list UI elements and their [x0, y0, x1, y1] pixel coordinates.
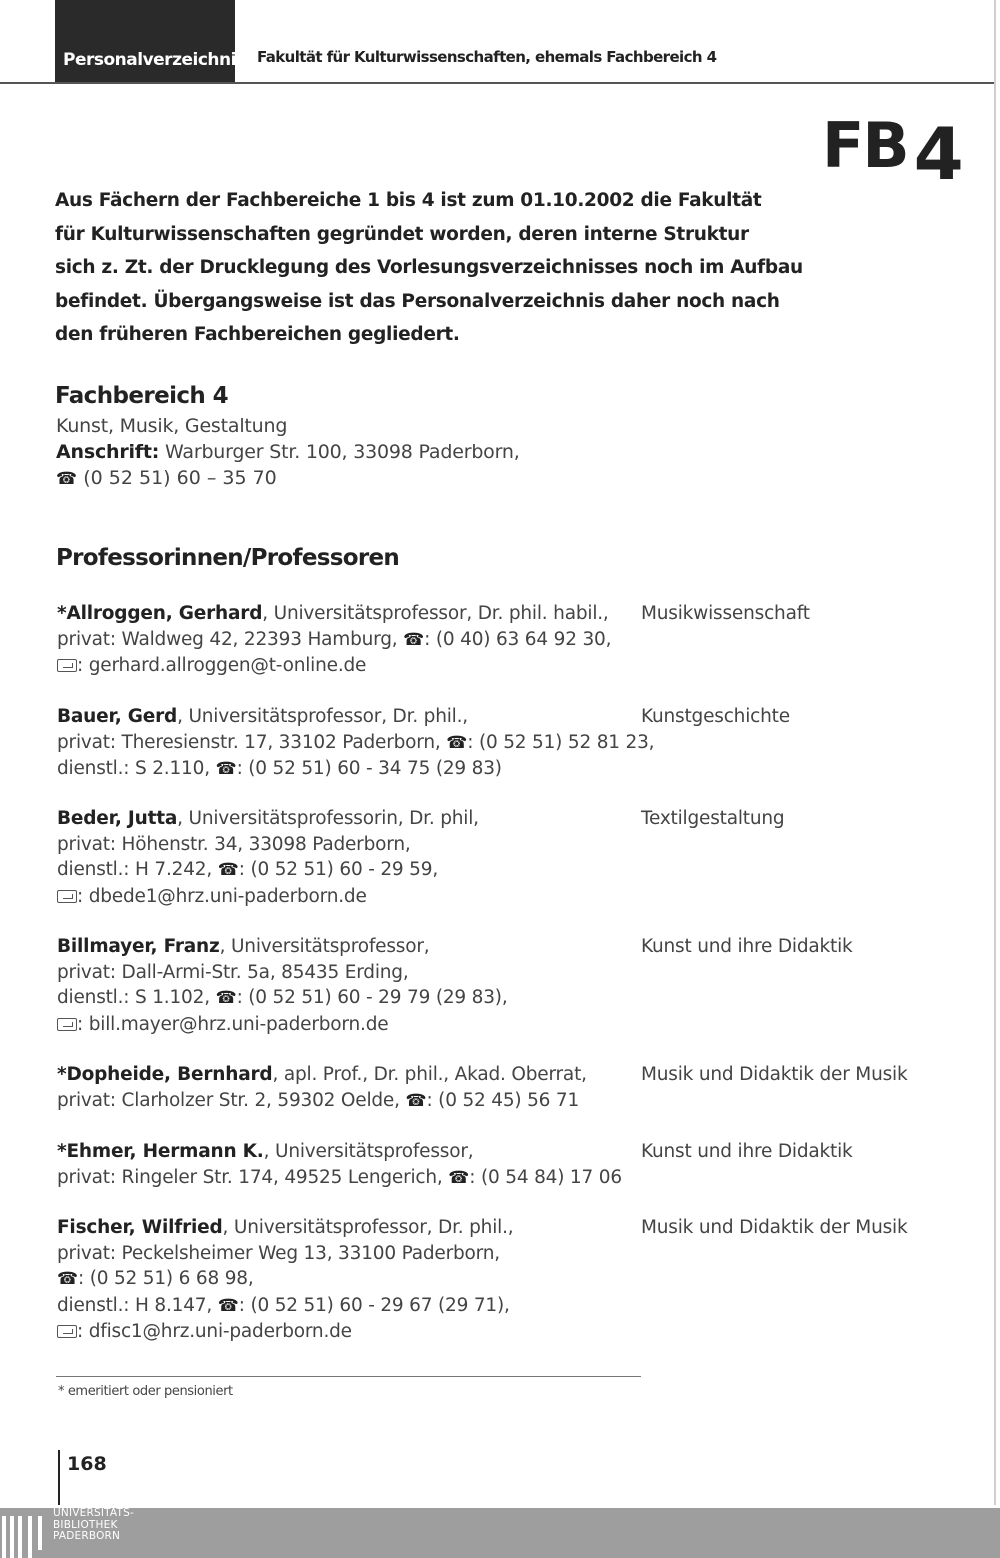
- intro-line: für Kulturwissenschaften gegründet worden, deren interne Struktur: [55, 223, 749, 245]
- entry-email-link[interactable]: : gerhard.allroggen@t-online.de: [77, 655, 367, 677]
- header-section-tab: [55, 0, 246, 83]
- header-divider: [0, 82, 995, 84]
- telephone-icon: ☎: [217, 1295, 239, 1316]
- telephone-icon: ☎: [217, 860, 239, 881]
- entry-email-link[interactable]: : dfisc1@hrz.uni-paderborn.de: [77, 1321, 352, 1343]
- directory-entry: [57, 1215, 987, 1345]
- entry-office-phone: : (0 52 51) 60 - 29 67 (29 71),: [238, 1294, 510, 1316]
- entry-private-phone: : (0 52 45) 56 71: [426, 1089, 580, 1111]
- footnote: * emeritiert oder pensioniert: [58, 1384, 233, 1399]
- fachbereich-heading: Fachbereich 4: [55, 383, 228, 409]
- intro-line: Aus Fächern der Fachbereiche 1 bis 4 ist zum 01.10.2002 die Fakultät: [55, 190, 762, 211]
- entry-subject: Kunstgeschichte: [641, 706, 790, 727]
- entry-office: dienstl.: H 8.147,: [57, 1294, 213, 1316]
- entry-subject: Kunst und ihre Didaktik: [641, 936, 853, 957]
- page-number-rule: [58, 1450, 60, 1505]
- telephone-icon: ☎: [448, 1167, 470, 1188]
- email-icon: [57, 890, 77, 903]
- header-title: Fakultät für Kulturwissenschaften, ehemals Fachbereich 4: [257, 48, 717, 66]
- entry-office: dienstl.: S 1.102,: [57, 987, 210, 1009]
- entry-title: , Universitätsprofessor, Dr. phil. habil.,: [262, 603, 609, 624]
- header-tab-label: Personalverzeichnis: [63, 50, 246, 70]
- email-icon: [57, 1325, 77, 1338]
- email-icon: [57, 659, 77, 672]
- entry-office: dienstl.: S 2.110,: [57, 758, 210, 780]
- fb-marker-letters: FB: [822, 109, 908, 182]
- telephone-icon: ☎: [403, 629, 425, 650]
- entry-private-address: privat: Theresienstr. 17, 33102 Paderborn,: [57, 731, 441, 753]
- directory-entry: [57, 806, 987, 909]
- entry-title: , Universitätsprofessor, Dr. phil.,: [177, 706, 468, 727]
- email-icon: [57, 1018, 77, 1031]
- entry-subject: Kunst und ihre Didaktik: [641, 1141, 853, 1162]
- entry-name: Billmayer, Franz: [57, 936, 220, 957]
- address-value: Warburger Str. 100, 33098 Paderborn,: [165, 441, 520, 463]
- intro-line: sich z. Zt. der Drucklegung des Vorlesungsverzeichnisses noch im Aufbau: [55, 257, 803, 279]
- entry-office-phone: : (0 52 51) 60 - 29 79 (29 83),: [236, 987, 508, 1009]
- intro-line: den früheren Fachbereichen gegliedert.: [55, 324, 460, 346]
- entry-title: , Universitätsprofessor,: [219, 936, 430, 957]
- fachbereich-address: [56, 441, 520, 463]
- entry-office-phone: : (0 52 51) 60 - 29 59,: [238, 859, 438, 881]
- entry-office: dienstl.: H 7.242,: [57, 859, 213, 881]
- entry-subject: Textilgestaltung: [641, 808, 785, 829]
- fb-marker: [822, 100, 962, 196]
- library-name-line: BIBLIOTHEK: [53, 1518, 118, 1531]
- section-heading: Professorinnen/Professoren: [56, 545, 400, 571]
- telephone-icon: ☎: [57, 1269, 78, 1290]
- phone-value: (0 52 51) 60 – 35 70: [83, 467, 277, 489]
- entry-subject: Musik und Didaktik der Musik: [641, 1217, 908, 1238]
- entry-title: , apl. Prof., Dr. phil., Akad. Oberrat,: [272, 1064, 587, 1085]
- telephone-icon: ☎: [405, 1090, 427, 1111]
- fachbereich-phone: [56, 467, 277, 489]
- entry-private-phone: : (0 52 51) 52 81 23,: [467, 731, 655, 753]
- entry-private-phone: : (0 54 84) 17 06: [469, 1166, 622, 1188]
- entry-name: *Allroggen, Gerhard: [57, 603, 263, 624]
- intro-line: befindet. Übergangsweise ist das Personalverzeichnis daher noch nach: [55, 290, 780, 312]
- entry-email-link[interactable]: : dbede1@hrz.uni-paderborn.de: [77, 885, 367, 907]
- entry-name: Bauer, Gerd: [57, 706, 178, 727]
- telephone-icon: ☎: [215, 988, 237, 1009]
- entry-private-address: privat: Waldweg 42, 22393 Hamburg,: [57, 628, 398, 650]
- library-name-line: UNIVERSITÄTS-: [53, 1507, 134, 1519]
- entry-private-address: privat: Peckelsheimer Weg 13, 33100 Paderborn,: [57, 1242, 500, 1264]
- entry-private-address: privat: Höhenstr. 34, 33098 Paderborn,: [57, 833, 411, 855]
- entry-email-link[interactable]: : bill.mayer@hrz.uni-paderborn.de: [77, 1013, 389, 1035]
- library-name-line: PADERBORN: [53, 1530, 121, 1542]
- entry-name: *Ehmer, Hermann K.: [57, 1141, 264, 1162]
- library-logo-icon: [2, 1508, 48, 1558]
- entry-private-address: privat: Clarholzer Str. 2, 59302 Oelde,: [57, 1089, 400, 1111]
- entry-subject: Musikwissenschaft: [641, 603, 810, 624]
- entry-private-phone: : (0 52 51) 6 68 98,: [77, 1268, 254, 1290]
- directory-entry: [57, 934, 987, 1037]
- footnote-divider: [56, 1376, 641, 1377]
- telephone-icon: ☎: [446, 732, 468, 753]
- intro-paragraph: [55, 184, 803, 352]
- entry-private-address: privat: Ringeler Str. 174, 49525 Lengerich,: [57, 1166, 443, 1188]
- entry-name: Beder, Jutta: [57, 808, 178, 829]
- directory-entry: [57, 1139, 987, 1191]
- entry-title: , Universitätsprofessor,: [263, 1141, 474, 1162]
- page-number: 168: [67, 1453, 107, 1475]
- directory-entry: [57, 1062, 987, 1114]
- telephone-icon: ☎: [56, 469, 78, 489]
- library-name: [53, 1508, 134, 1543]
- entry-title: , Universitätsprofessor, Dr. phil.,: [222, 1217, 514, 1238]
- directory-entry: [57, 704, 987, 783]
- fb-marker-number: 4: [913, 112, 962, 196]
- address-label: Anschrift:: [56, 441, 160, 463]
- entry-office-phone: : (0 52 51) 60 - 34 75 (29 83): [236, 758, 502, 780]
- directory-entry: [57, 601, 987, 679]
- entry-name: Fischer, Wilfried: [57, 1217, 223, 1238]
- telephone-icon: ☎: [215, 759, 237, 780]
- library-footer-strip: [0, 1508, 1000, 1558]
- entry-subject: Musik und Didaktik der Musik: [641, 1064, 908, 1085]
- entry-private-address: privat: Dall-Armi-Str. 5a, 85435 Erding,: [57, 961, 409, 983]
- entry-private-phone: : (0 40) 63 64 92 30,: [424, 628, 612, 650]
- page-edge: [994, 0, 996, 1505]
- entry-title: , Universitätsprofessorin, Dr. phil,: [177, 808, 479, 829]
- fachbereich-subtitle: Kunst, Musik, Gestaltung: [56, 415, 288, 437]
- entry-name: *Dopheide, Bernhard: [57, 1064, 273, 1085]
